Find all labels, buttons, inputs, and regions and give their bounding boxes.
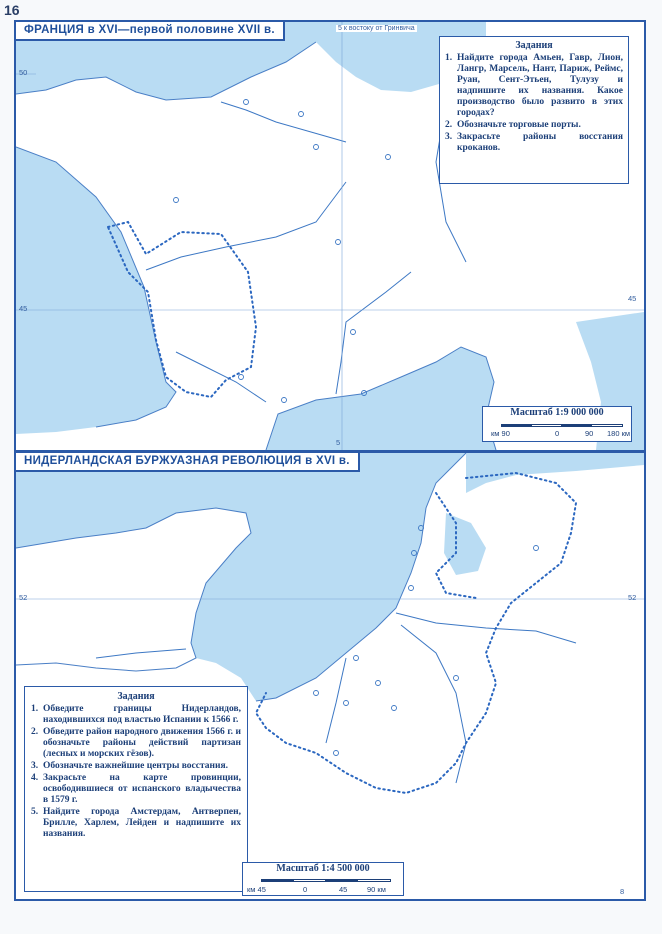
meuse-river <box>401 625 466 783</box>
city-marker <box>354 656 359 661</box>
netherlands-map-title: НИДЕРЛАНДСКАЯ БУРЖУАЗНАЯ РЕВОЛЮЦИЯ в XVI в. <box>16 453 360 472</box>
france-map <box>14 20 646 452</box>
france-scale-box <box>482 406 632 442</box>
longitude-5-label: 5 <box>336 438 341 447</box>
tasks-heading: Задания <box>117 691 155 702</box>
city-marker <box>299 112 304 117</box>
city-marker <box>392 706 397 711</box>
task-item: 1. Найдите города Амьен, Гавр, Лион, Лангр, Марсель, Нант, Париж, Реймс, Руан, Сент-Этьен, Тулузу и надпишите их названия. Какое производство было развито в этих городах? <box>445 53 623 118</box>
france-map-title: ФРАНЦИЯ в XVI—первой половине XVII в. <box>16 22 285 41</box>
scale-tick: км 45 <box>247 885 266 894</box>
meridian-note: 5 к востоку от Гринвича <box>338 25 415 32</box>
city-marker <box>386 155 391 160</box>
task-item: 2. Обозначьте торговые порты. <box>445 120 581 130</box>
city-marker <box>314 145 319 150</box>
task-item: 5. Найдите города Амстердам, Антверпен, Брилле, Харлем, Лейден и надпишите их названия. <box>31 807 241 839</box>
latitude-52-right-label: 52 <box>628 593 637 602</box>
latitude-50-label: 50 <box>19 68 28 77</box>
task-item: 2. Обведите район народного движения 1566 г. и обозначьте районы действий партизан (лесных и морских гёзов). <box>31 727 241 759</box>
city-marker <box>282 398 287 403</box>
garonne-river <box>176 352 266 402</box>
city-marker <box>376 681 381 686</box>
zuiderzee <box>444 513 486 575</box>
task-item: 3. Обозначьте важнейшие центры восстания. <box>31 761 228 771</box>
loire-river <box>146 182 346 270</box>
france-tasks-box <box>439 36 629 184</box>
city-marker <box>174 198 179 203</box>
city-marker <box>239 375 244 380</box>
scale-tick: 0 <box>555 429 560 438</box>
rhone-river <box>336 272 411 394</box>
task-item: 1. Обведите границы Нидерландов, находившихся под властью Испании к 1566 г. <box>31 704 241 725</box>
rhine-river <box>396 613 576 643</box>
latitude-45-left-label: 45 <box>19 304 28 313</box>
scale-label: Масштаб 1:9 000 000 <box>510 407 604 418</box>
city-marker <box>314 691 319 696</box>
wadden-sea <box>466 453 644 493</box>
north-sea <box>16 453 466 701</box>
longitude-8-label: 8 <box>620 887 625 896</box>
seine-river <box>221 102 346 142</box>
netherlands-scale-box <box>242 862 404 896</box>
page-number: 16 <box>4 2 20 18</box>
thames-river <box>96 649 186 658</box>
city-marker <box>334 751 339 756</box>
scale-tick: 45 <box>339 885 348 894</box>
scale-tick: 90 км <box>367 885 386 894</box>
city-marker <box>534 546 539 551</box>
bay-of-biscay-sea <box>16 147 176 434</box>
task-item: 3. Закрасьте районы восстания кроканов. <box>445 132 623 153</box>
scheldt-river <box>326 658 346 743</box>
scale-label: Масштаб 1:4 500 000 <box>276 863 370 874</box>
netherlands-tasks-box <box>24 686 248 892</box>
latitude-45-right-label: 45 <box>628 294 637 303</box>
tasks-heading: Задания <box>515 40 553 51</box>
city-marker <box>351 330 356 335</box>
scale-tick: км 90 <box>491 429 510 438</box>
scale-tick: 180 км <box>607 429 631 438</box>
city-marker <box>336 240 341 245</box>
task-item: 4. Закрасьте на карте провинции, освободившиеся от испанского владычества в 1579 г. <box>31 773 241 805</box>
scale-tick: 90 <box>585 429 594 438</box>
scale-tick: 0 <box>303 885 308 894</box>
city-marker <box>454 676 459 681</box>
tasks-list <box>31 704 241 840</box>
city-marker <box>244 100 249 105</box>
latitude-52-left-label: 52 <box>19 593 28 602</box>
tasks-list <box>445 53 623 154</box>
netherlands-map <box>14 451 646 901</box>
city-marker <box>344 701 349 706</box>
mediterranean-sea <box>266 347 496 450</box>
city-marker <box>409 586 414 591</box>
